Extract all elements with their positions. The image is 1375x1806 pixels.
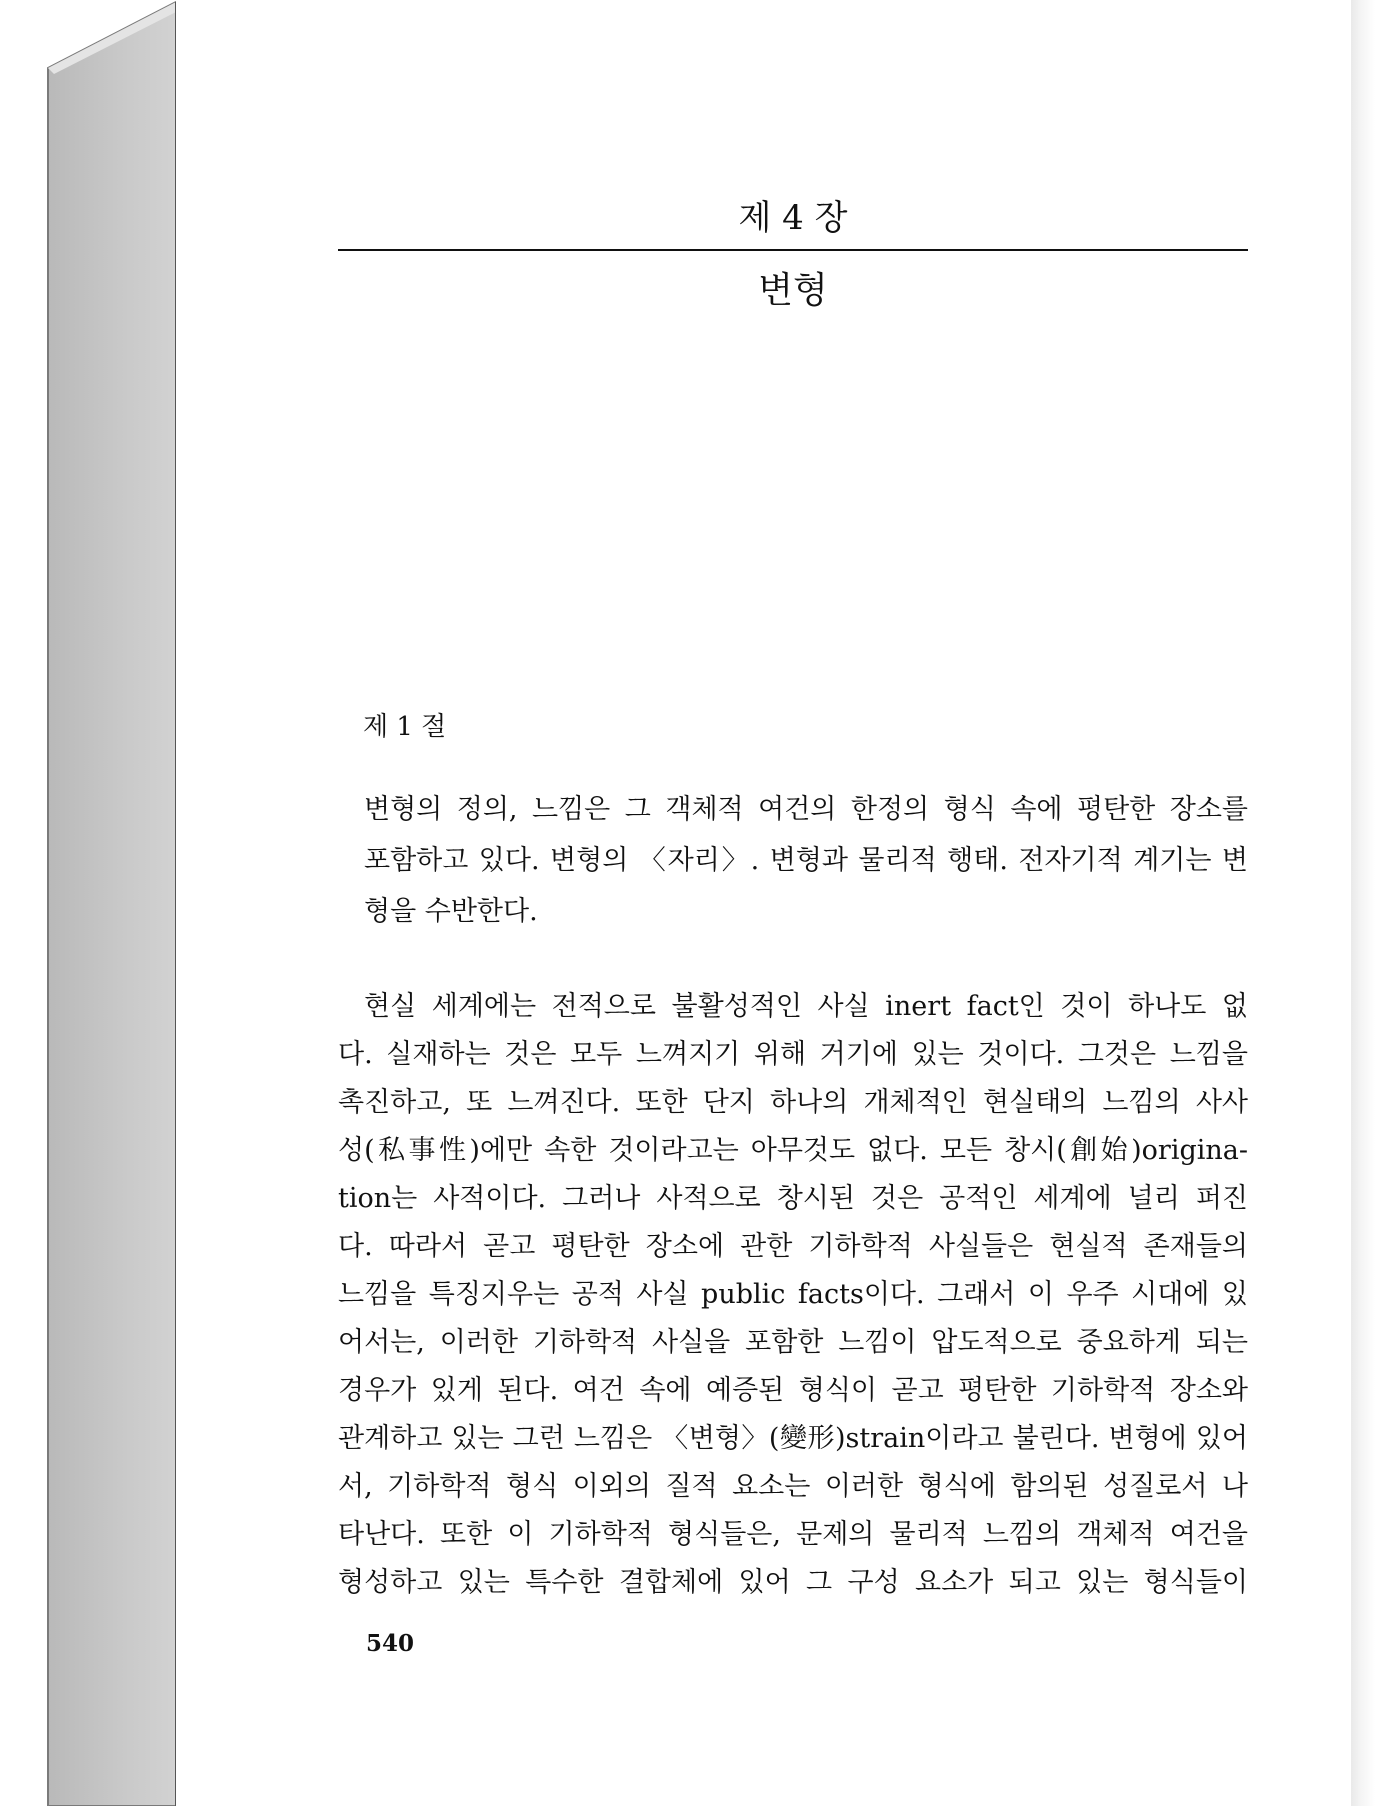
chapter-label: 제 4 장 [738, 198, 848, 238]
page-number: 540 [366, 1630, 415, 1657]
book-spine-illustration [0, 0, 200, 1806]
summary-line: 변형의 정의, 느낌은 그 객체적 여건의 한정의 형식 속에 평탄한 장소를 [364, 794, 1248, 825]
body-line: 다. 따라서 곧고 평탄한 장소에 관한 기하학적 사실들은 현실적 존재들의 [338, 1231, 1248, 1262]
chapter-title: 변형 [758, 270, 828, 311]
summary-line: 형을 수반한다. [364, 896, 538, 927]
body-line: 성(私事性)에만 속한 것이라고는 아무것도 없다. 모든 창시(創始)origina- [338, 1135, 1248, 1166]
body-line: 형성하고 있는 특수한 결합체에 있어 그 구성 요소가 되고 있는 형식들이 [338, 1567, 1248, 1598]
chapter-divider [338, 249, 1248, 251]
body-line: 촉진하고, 또 느껴진다. 또한 단지 하나의 개체적인 현실태의 느낌의 사사 [338, 1087, 1248, 1118]
body-line: 현실 세계에는 전적으로 불활성적인 사실 inert fact인 것이 하나도 없 [364, 991, 1248, 1022]
body-line: 어서는, 이러한 기하학적 사실을 포함한 느낌이 압도적으로 중요하게 되는 [338, 1327, 1248, 1358]
body-line: tion는 사적이다. 그러나 사적으로 창시된 것은 공적인 세계에 널리 퍼진 [338, 1183, 1248, 1214]
body-line: 느낌을 특징지우는 공적 사실 public facts이다. 그래서 이 우주 시대에 있 [338, 1279, 1248, 1310]
body-line: 다. 실재하는 것은 모두 느껴지기 위해 거기에 있는 것이다. 그것은 느낌을 [338, 1039, 1248, 1070]
section-label: 제 1 절 [363, 712, 447, 742]
body-line: 관계하고 있는 그런 느낌은 〈변형〉(變形)strain이라고 불린다. 변형에 있어 [338, 1423, 1248, 1454]
page-edge-shadow [1351, 0, 1375, 1806]
section-summary [338, 784, 1248, 937]
summary-line: 포함하고 있다. 변형의 〈자리〉. 변형과 물리적 행태. 전자기적 계기는 변 [364, 845, 1248, 876]
body-line: 경우가 있게 된다. 여건 속에 예증된 형식이 곧고 평탄한 기하학적 장소와 [338, 1375, 1248, 1406]
body-line: 서, 기하학적 형식 이외의 질적 요소는 이러한 형식에 함의된 성질로서 나 [338, 1471, 1248, 1502]
body-paragraph [338, 983, 1248, 1607]
body-line: 타난다. 또한 이 기하학적 형식들은, 문제의 물리적 느낌의 객체적 여건을 [338, 1519, 1248, 1550]
